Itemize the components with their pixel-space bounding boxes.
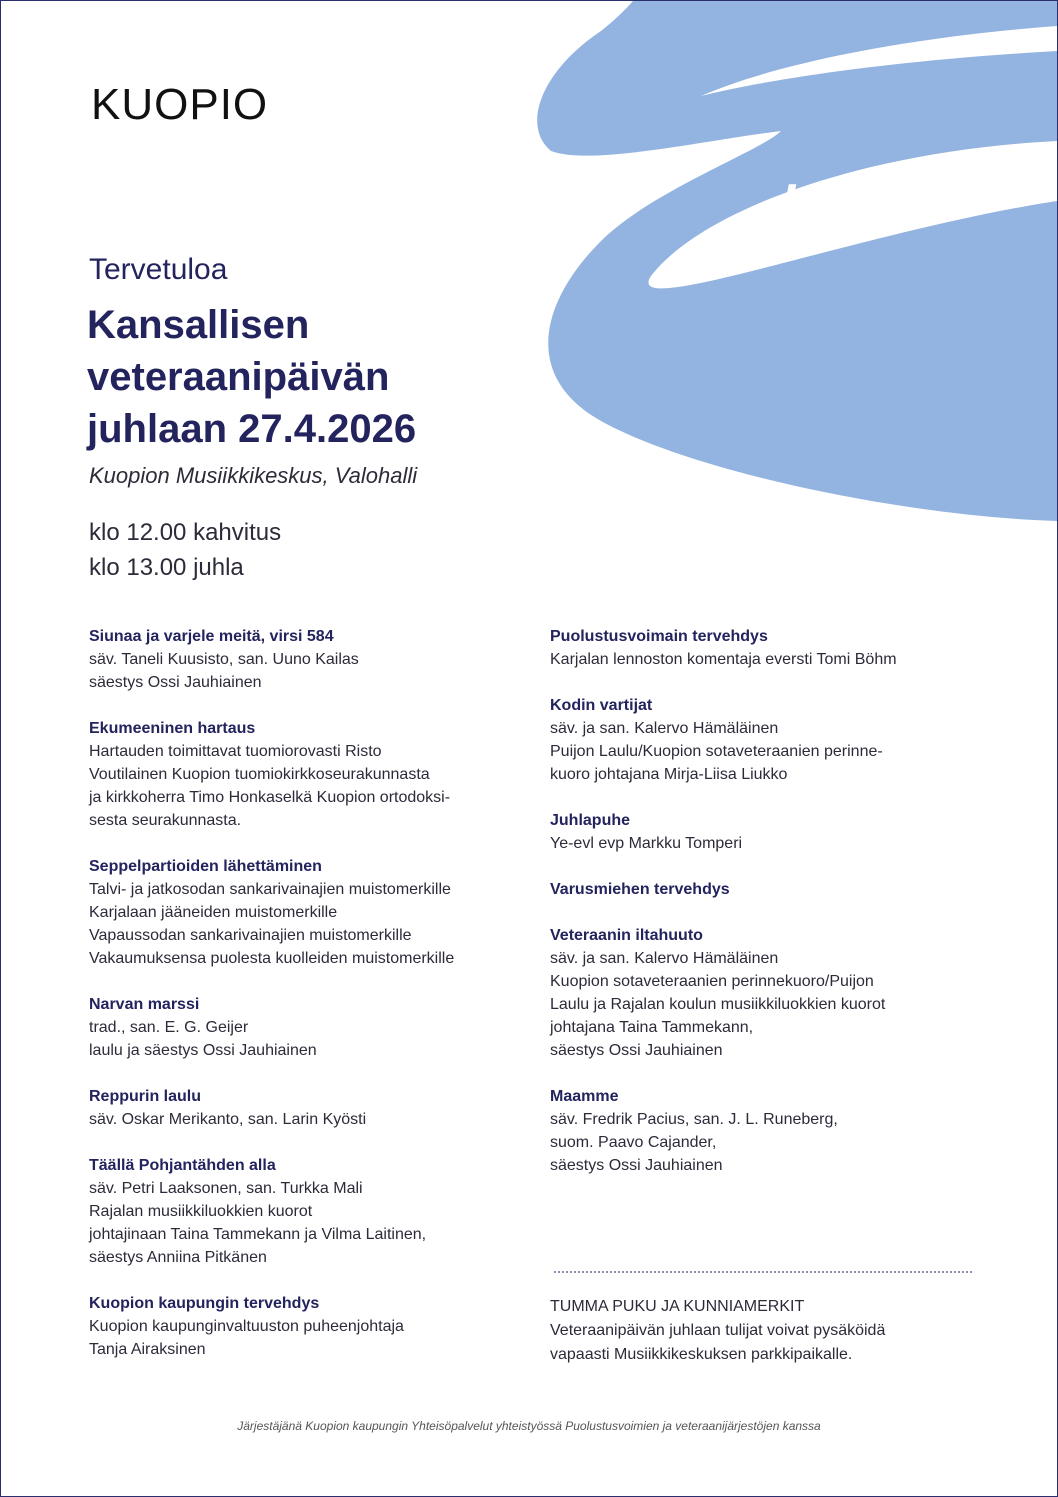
program-item-detail: Vakaumuksensa puolesta kuolleiden muistomerkille [89,950,455,967]
program-item-detail: Ye-evl evp Markku Tomperi [550,835,743,852]
program-item-detail: trad., san. E. G. Geijer [89,1019,249,1036]
program-item-detail: säv. ja san. Kalervo Hämäläinen [550,720,779,737]
program-item [550,694,990,786]
welcome-text: Tervetuloa [89,253,228,286]
program-item-title: Kodin vartijat [550,697,653,714]
program-item [89,625,529,694]
time-line: klo 12.00 kahvitus [89,519,282,546]
program-item-detail: Karjalan lennoston komentaja eversti Tomi Böhm [550,651,897,668]
program-item [89,1292,529,1361]
program-item-title: Kuopion kaupungin tervehdys [89,1295,320,1312]
program-item-detail: suom. Paavo Cajander, [550,1134,717,1151]
program-item-detail: säestys Ossi Jauhiainen [89,674,262,691]
program-item-detail: Talvi- ja jatkosodan sankarivainajien muistomerkille [89,881,451,898]
notes [550,1295,885,1367]
invitation-badge: Kutsu [781,174,929,232]
program-item-detail: säv. Taneli Kuusisto, san. Uuno Kailas [89,651,359,668]
program-item [89,717,529,832]
program-left-column [89,625,529,1384]
program-item-title: Ekumeeninen hartaus [89,720,256,737]
program-item-detail: Kuopion kaupunginvaltuuston puheenjohtaja [89,1318,404,1335]
program-item-detail: säestys Ossi Jauhiainen [550,1042,723,1059]
program-item-detail: säestys Ossi Jauhiainen [550,1157,723,1174]
program-item [89,1085,529,1131]
kuopio-logo: KUOPIO [91,80,269,129]
program-item-detail: Kuopion sotaveteraanien perinnekuoro/Puijon [550,973,874,990]
program-item-detail: säv. ja san. Kalervo Hämäläinen [550,950,779,967]
program-item-detail: säv. Oskar Merikanto, san. Larin Kyösti [89,1111,367,1128]
program-item-detail: Hartauden toimittavat tuomiorovasti Risto [89,743,382,760]
program-item-detail: johtajinaan Taina Tammekann ja Vilma Laitinen, [89,1226,427,1243]
program-item [550,1085,990,1177]
program-item-title: Täällä Pohjantähden alla [89,1157,276,1174]
program-item-title: Varusmiehen tervehdys [550,881,730,898]
program-item-detail: säestys Anniina Pitkänen [89,1249,267,1266]
program-item-title: Narvan marssi [89,996,200,1013]
program-item-detail: Voutilainen Kuopion tuomiokirkkoseurakunnasta [89,766,430,783]
program-item [89,855,529,970]
program-item-detail: sesta seurakunnasta. [89,812,242,829]
title-line: Kansallisen [87,303,310,347]
time-line: klo 13.00 juhla [89,554,244,581]
program-item-title: Maamme [550,1088,619,1105]
footer: Järjestäjänä Kuopion kaupungin Yhteisöpalvelut yhteistyössä Puolustusvoimien ja veteraanijärjestöjen kanssa [237,1419,821,1433]
program-item-detail: Karjalaan jääneiden muistomerkille [89,904,338,921]
program-item-detail: ja kirkkoherra Timo Honkaselkä Kuopion ortodoksi- [89,789,451,806]
program-item-detail: kuoro johtajana Mirja-Liisa Liukko [550,766,788,783]
program-item-title: Veteraanin iltahuuto [550,927,703,944]
program-item-detail: säv. Petri Laaksonen, san. Turkka Mali [89,1180,363,1197]
program-item-detail: säv. Fredrik Pacius, san. J. L. Runeberg, [550,1111,838,1128]
program-item-detail: Laulu ja Rajalan koulun musiikkiluokkien kuorot [550,996,886,1013]
program-item-detail: Rajalan musiikkiluokkien kuorot [89,1203,313,1220]
program-item [550,809,990,855]
program-item-detail: johtajana Taina Tammekann, [550,1019,754,1036]
note-line: vapaasti Musiikkikeskuksen parkkipaikalle. [550,1346,853,1363]
program-item [550,924,990,1062]
program-right-column [550,625,990,1200]
program-item [550,625,990,671]
program-item-detail: Vapaussodan sankarivainajien muistomerkille [89,927,412,944]
program-item [89,993,529,1062]
divider [554,1271,972,1273]
program-item-detail: Puijon Laulu/Kuopion sotaveteraanien perinne- [550,743,883,760]
venue: Kuopion Musiikkikeskus, Valohalli [89,463,418,488]
program-item-title: Puolustusvoimain tervehdys [550,628,768,645]
title-line: juhlaan 27.4.2026 [87,407,417,451]
program-item [550,878,990,901]
program-item-title: Siunaa ja varjele meitä, virsi 584 [89,628,334,645]
page-title [87,299,547,455]
program-item-detail: Tanja Airaksinen [89,1341,206,1358]
title-line: veteraanipäivän [87,355,390,399]
schedule-times [89,515,281,585]
program-item [89,1154,529,1269]
note-line: Veteraanipäivän juhlaan tulijat voivat pysäköidä [550,1322,886,1339]
note-line: TUMMA PUKU JA KUNNIAMERKIT [550,1298,805,1315]
program-item-title: Reppurin laulu [89,1088,201,1105]
program-item-title: Juhlapuhe [550,812,631,829]
program-item-detail: laulu ja säestys Ossi Jauhiainen [89,1042,317,1059]
program-item-title: Seppelpartioiden lähettäminen [89,858,322,875]
